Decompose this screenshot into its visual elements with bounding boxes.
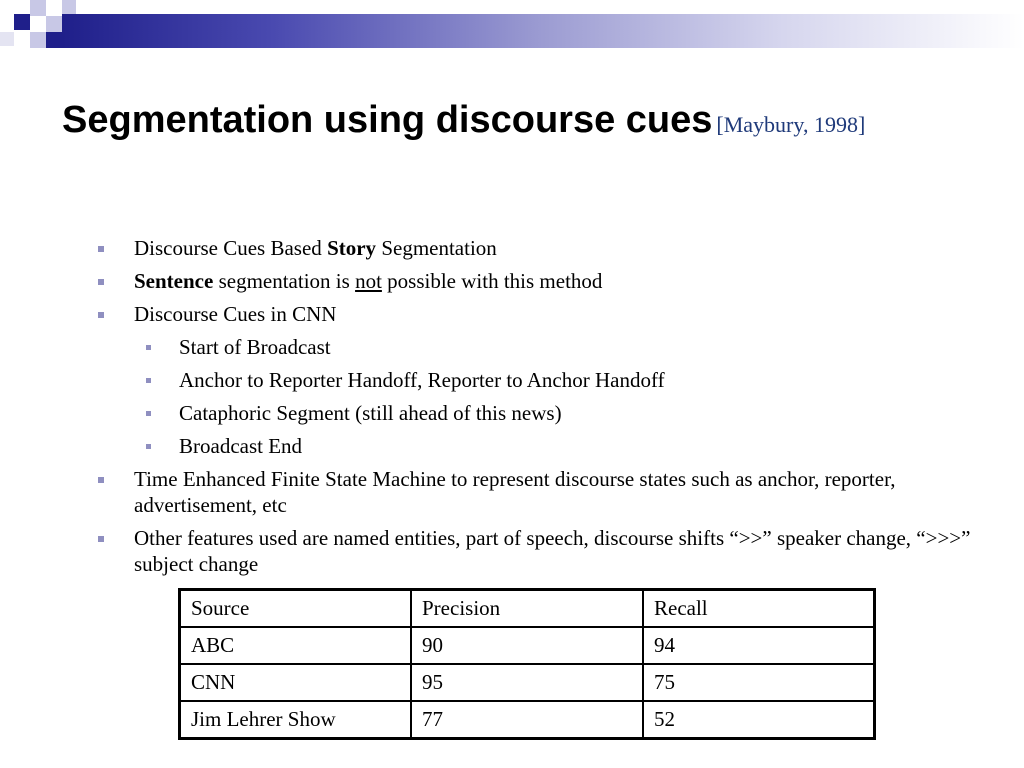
bullet-text: Discourse Cues Based — [134, 236, 328, 260]
bullet-text: Time Enhanced Finite State Machine to represent discourse states such as anchor, reporter, advertisement, etc — [134, 467, 896, 517]
table-cell: 77 — [411, 701, 643, 739]
deco-square-dark-2 — [46, 32, 62, 48]
table-row — [180, 627, 875, 664]
table-row — [180, 701, 875, 739]
square-bullet-icon — [98, 536, 104, 542]
title-citation: [Maybury, 1998] — [716, 112, 866, 137]
table-cell: CNN — [180, 664, 412, 701]
bullet-text: Start of Broadcast — [179, 335, 331, 359]
results-table — [178, 588, 876, 740]
bullet-text: possible with this method — [381, 269, 603, 293]
deco-square-light-4 — [62, 0, 76, 14]
deco-square-dark-1 — [14, 14, 30, 30]
bullet-item — [96, 301, 976, 327]
sub-bullet-item — [96, 367, 976, 393]
table-header-cell: Source — [180, 590, 412, 628]
bullet-item — [96, 466, 976, 518]
table-header-cell: Recall — [643, 590, 875, 628]
bullet-text: Discourse Cues in CNN — [134, 302, 337, 326]
table-header-cell: Precision — [411, 590, 643, 628]
table-cell: Jim Lehrer Show — [180, 701, 412, 739]
bullet-text: Anchor to Reporter Handoff, Reporter to Anchor Handoff — [179, 368, 665, 392]
sub-bullet-item — [96, 400, 976, 426]
table-cell: 94 — [643, 627, 875, 664]
bullet-text: Sentence — [134, 269, 214, 293]
square-bullet-icon — [98, 312, 104, 318]
bullet-item — [96, 525, 976, 577]
deco-square-light-5 — [0, 32, 14, 46]
bullet-text: Segmentation — [376, 236, 497, 260]
sub-bullet-item — [96, 433, 976, 459]
square-bullet-icon — [98, 279, 104, 285]
title-main: Segmentation using discourse cues — [62, 99, 713, 141]
bullet-item — [96, 268, 976, 294]
deco-square-light-2 — [46, 16, 62, 32]
bullet-text: segmentation is — [213, 269, 356, 293]
slide-title — [62, 94, 982, 154]
square-bullet-icon — [146, 378, 151, 383]
bullet-list — [96, 235, 976, 584]
table-cell: 95 — [411, 664, 643, 701]
square-bullet-icon — [146, 411, 151, 416]
bullet-text: Story — [327, 236, 377, 260]
table-row — [180, 664, 875, 701]
bullet-text: not — [355, 269, 382, 293]
square-bullet-icon — [98, 246, 104, 252]
bullet-text: Other features used are named entities, part of speech, discourse shifts “>>” speaker change, “>>>” subject change — [134, 526, 971, 576]
table-cell: 52 — [643, 701, 875, 739]
deco-square-light-3 — [30, 32, 46, 48]
square-bullet-icon — [98, 477, 104, 483]
square-bullet-icon — [146, 444, 151, 449]
table-cell: 90 — [411, 627, 643, 664]
bullet-item — [96, 235, 976, 261]
deco-square-light-1 — [30, 0, 46, 16]
table-cell: ABC — [180, 627, 412, 664]
bullet-text: Cataphoric Segment (still ahead of this news) — [179, 401, 562, 425]
square-bullet-icon — [146, 345, 151, 350]
table-header-row — [180, 590, 875, 628]
sub-bullet-item — [96, 334, 976, 360]
bullet-text: Broadcast End — [179, 434, 303, 458]
table-cell: 75 — [643, 664, 875, 701]
header-gradient-bar — [62, 14, 1024, 48]
